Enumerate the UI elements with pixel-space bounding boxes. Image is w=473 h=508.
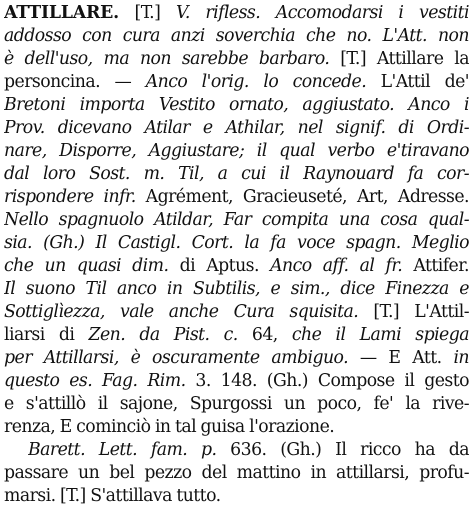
text-run-italic: Nello spagnuolo Atildar, Far compita una cosa qual- <box>4 210 469 230</box>
text-run-italic: per Attillarsi, è oscuramente ambiguo. <box>4 348 349 368</box>
text-run-italic: Anco aff. al fr. <box>270 256 403 276</box>
text-run-italic: Bretoni importa Vestito ornato, aggiustato. Anco i <box>4 95 469 115</box>
text-run: Attifer. <box>402 256 469 276</box>
entry-line-22 <box>4 485 469 508</box>
entry-line-4 <box>4 71 469 94</box>
text-run-italic: che un quasi dim. <box>4 256 169 276</box>
text-run: 64, <box>237 325 292 345</box>
entry-line-3 <box>4 48 469 71</box>
text-run-italic: Sottiglìezza, vale anche Cura squisita. <box>4 302 359 322</box>
text-run: [T.] L'Attil- <box>358 302 469 322</box>
text-run-italic: Prov. dicevano Atilar e Athilar, nel signif. di Ordi- <box>4 118 469 138</box>
text-run-italic: è dell'uso, ma non sarebbe barbaro. <box>4 49 330 69</box>
text-run: personcina. — <box>4 72 146 92</box>
text-run-italic: Anco l'orig. lo concede. <box>145 72 367 92</box>
text-run-italic: dal loro Sost. m. Til, a cui il Raynouard fa cor- <box>4 164 469 184</box>
text-run: 636. (Gh.) Il ricco ha da <box>216 440 469 460</box>
text-run-italic: questo es. Fag. Rim. <box>4 371 186 391</box>
text-run: e s'attillò il sajone, Spurgossi un poco, fe' la rive- <box>4 394 469 414</box>
text-run: passare un bel pezzo del mattino in attillarsi, profu- <box>4 463 469 483</box>
text-run-italic: che il Lami spiega <box>291 325 469 345</box>
text-run-italic: Barett. Lett. fam. p. <box>28 440 217 460</box>
entry-line-15 <box>4 324 469 347</box>
text-run-italic: sia. (Gh.) Il Castigl. Cort. la fa voce spagn. Meglio <box>4 233 469 253</box>
text-run-italic: Il suono Til anco in Subtilis, e sim., dice Finezza e <box>4 279 469 299</box>
entry-line-9 <box>4 186 469 209</box>
entry-line-2 <box>4 25 469 48</box>
text-run: [T.] <box>118 3 176 23</box>
entry-line-19 <box>4 416 469 439</box>
entry-line-6 <box>4 117 469 140</box>
entry-line-10 <box>4 209 469 232</box>
text-run-italic: in <box>453 348 469 368</box>
text-run-italic: V. rifless. Accomodarsi i vestiti <box>175 3 469 23</box>
entry-line-14 <box>4 301 469 324</box>
entry-line-21 <box>4 462 469 485</box>
text-run-italic: addosso con cura anzi soverchia che no. L'Att. non <box>4 26 469 46</box>
entry-line-18 <box>4 393 469 416</box>
entry-line-1 <box>4 2 469 25</box>
text-run: marsi. [T.] S'attillava tutto. <box>4 486 221 506</box>
text-run: renza, E cominciò in tal guisa l'orazione. <box>4 417 335 437</box>
entry-line-5 <box>4 94 469 117</box>
text-run: [T.] Attillare la <box>329 49 469 69</box>
text-run: — E Att. <box>348 348 454 368</box>
entry-line-12 <box>4 255 469 278</box>
entry-line-16 <box>4 347 469 370</box>
entry-line-20 <box>28 439 469 462</box>
text-run: 3. 148. (Gh.) Compose il gesto <box>185 371 469 391</box>
text-run: L'Attil de' <box>366 72 469 92</box>
entry-line-13 <box>4 278 469 301</box>
text-run-italic: rispondere in <box>4 187 120 207</box>
text-run: di Aptus. <box>168 256 271 276</box>
text-run-italic: fr. <box>119 187 136 207</box>
entry-line-11 <box>4 232 469 255</box>
headword: ATTILLARE. <box>4 3 119 23</box>
text-run-italic: Zen. da Pist. c. <box>74 325 238 345</box>
entry-line-17 <box>4 370 469 393</box>
entry-line-8 <box>4 163 469 186</box>
text-run: Agrément, Gracieuseté, Art, Adresse. <box>135 187 469 207</box>
text-run-italic: nare, Disporre, Aggiustare; il qual verbo e'tiravano <box>4 141 469 161</box>
entry-line-7 <box>4 140 469 163</box>
text-run: liarsi di <box>4 325 75 345</box>
